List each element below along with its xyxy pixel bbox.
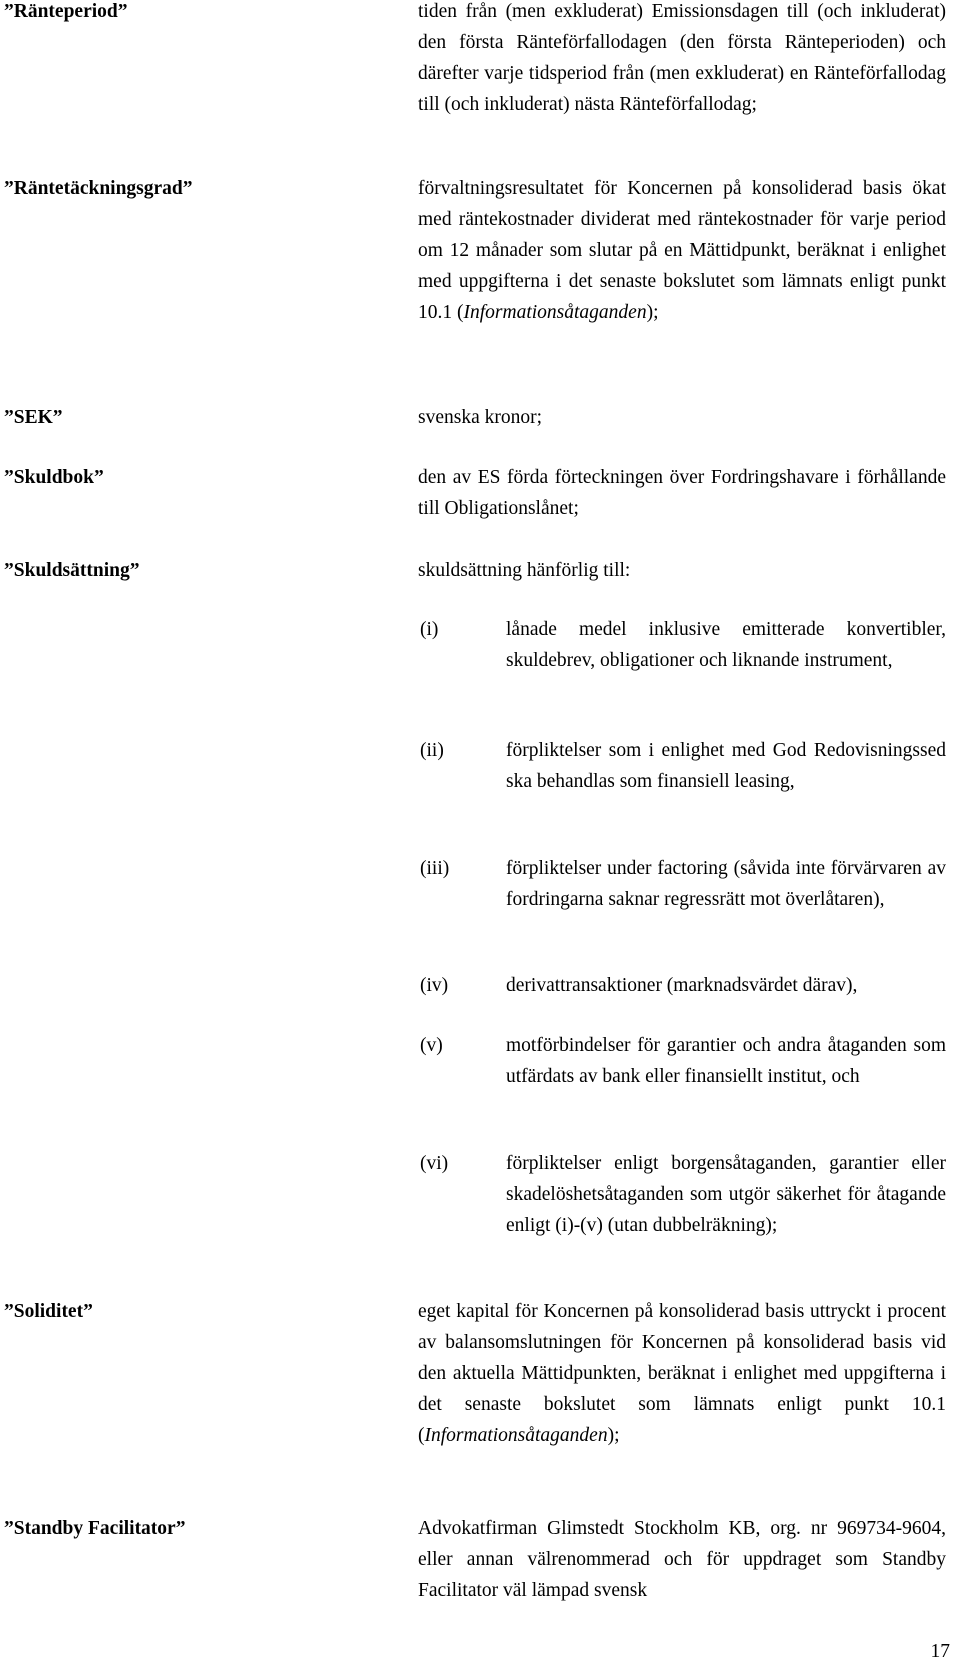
item-number: (i)	[420, 619, 439, 640]
item-text: förpliktelser under factoring (såvida inte förvärvaren av fordringarna saknar regressrätt mot överlåtaren),	[506, 858, 946, 910]
definition-text: eget kapital för Koncernen på konsoliderad basis uttryckt i procent av balansomslutningen för Koncernen på konsoliderad basis vid den aktuella Mättidpunkten, beräknat i enlighet med uppgifterna i det senaste bokslutet som lämnats enligt punkt 10.1 (	[418, 1301, 946, 1446]
item-number: (v)	[420, 1035, 443, 1056]
definition-skuldsattning: skuldsättning hänförlig till:	[418, 560, 631, 581]
definition-italic-ref: Informationsåtaganden	[424, 1425, 608, 1446]
item-number: (iii)	[420, 858, 450, 879]
item-text: lånade medel inklusive emitterade konvertibler, skuldebrev, obligationer och liknande instrument,	[506, 619, 946, 671]
definition-soliditet	[418, 1296, 946, 1451]
item-number: (ii)	[420, 740, 444, 761]
item-number: (vi)	[420, 1153, 449, 1174]
page-number: 17	[930, 1641, 950, 1662]
term-rantetackningsgrad: ”Räntetäckningsgrad”	[4, 178, 193, 199]
item-text: motförbindelser för garantier och andra åtaganden som utfärdats av bank eller finansiellt institut, och	[506, 1035, 946, 1087]
term-skuldbok: ”Skuldbok”	[4, 467, 104, 488]
term-sek: ”SEK”	[4, 407, 63, 428]
definition-tail: );	[646, 302, 659, 323]
definition-text: förvaltningsresultatet för Koncernen på konsoliderad basis ökat med räntekostnader dividerat med räntekostnader för varje period om 12 månader som slutar på en Mättidpunkt, beräknat i enlighet med uppgifterna i det senaste bokslutet som lämnats enligt punkt 10.1 (	[418, 178, 946, 323]
item-text: förpliktelser som i enlighet med God Redovisningssed ska behandlas som finansiell leasing,	[506, 740, 946, 792]
definition-italic-ref: Informationsåtaganden	[463, 302, 647, 323]
term-standby-facilitator: ”Standby Facilitator”	[4, 1518, 186, 1539]
term-ranteperiod: ”Ränteperiod”	[4, 1, 128, 22]
item-number: (iv)	[420, 975, 449, 996]
item-text: derivattransaktioner (marknadsvärdet därav),	[506, 975, 858, 996]
definition-tail: );	[607, 1425, 620, 1446]
definition-sek: svenska kronor;	[418, 407, 543, 428]
definition-rantetackningsgrad	[418, 173, 946, 328]
definition-ranteperiod: tiden från (men exkluderat) Emissionsdagen till (och inkluderat) den första Ränteförfallodagen (den första Ränteperioden) och därefter varje tidsperiod från (men exkluderat) en Ränteförfallodag till (och inkluderat) nästa Ränteförfallodag;	[418, 1, 946, 115]
definition-skuldbok: den av ES förda förteckningen över Fordringshavare i förhållande till Obligationslånet;	[418, 467, 946, 519]
definition-standby-facilitator: Advokatfirman Glimstedt Stockholm KB, org. nr 969734-9604, eller annan välrenommerad och för uppdraget som Standby Facilitator väl lämpad svensk	[418, 1518, 946, 1601]
term-skuldsattning: ”Skuldsättning”	[4, 560, 140, 581]
term-soliditet: ”Soliditet”	[4, 1301, 93, 1322]
item-text: förpliktelser enligt borgensåtaganden, garantier eller skadelöshetsåtaganden som utgör säkerhet för åtagande enligt (i)-(v) (utan dubbelräkning);	[506, 1153, 946, 1236]
